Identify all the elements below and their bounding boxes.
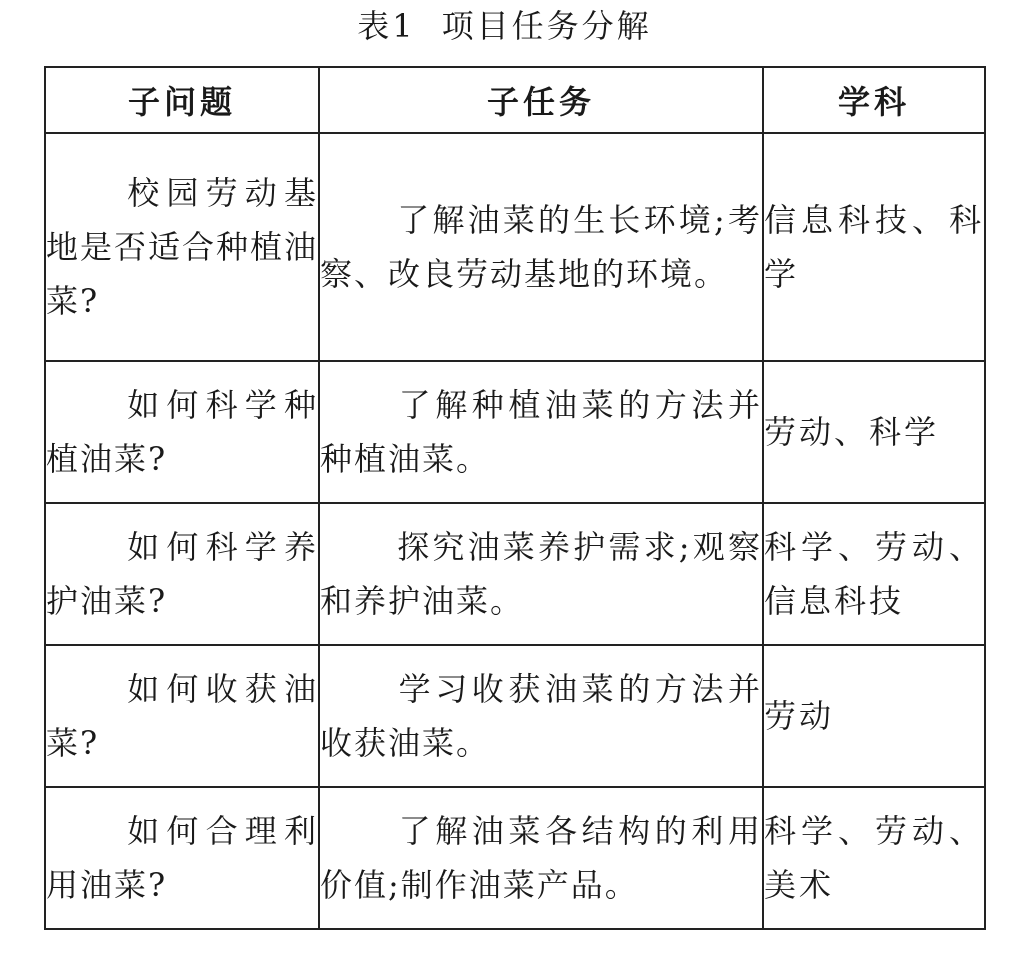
subject-cell: 劳动、科学 xyxy=(763,361,985,503)
subquestion-text: 如何合理利用油菜? xyxy=(46,812,318,904)
subtask-text: 学习收获油菜的方法并收获油菜。 xyxy=(320,670,762,762)
table-row xyxy=(45,133,985,361)
subject-cell: 劳动 xyxy=(763,645,985,787)
subtask-text: 了解油菜各结构的利用价值;制作油菜产品。 xyxy=(320,812,762,904)
subquestion-cell xyxy=(45,787,319,929)
table-row xyxy=(45,787,985,929)
subquestion-cell xyxy=(45,133,319,361)
subject-cell: 科学、劳动、信息科技 xyxy=(763,503,985,645)
subtask-cell xyxy=(319,645,763,787)
subtask-text: 了解种植油菜的方法并种植油菜。 xyxy=(320,386,762,478)
table-number: 表1 xyxy=(357,7,416,45)
subtask-cell xyxy=(319,787,763,929)
header-subquestion: 子问题 xyxy=(45,67,319,133)
task-table xyxy=(44,66,986,930)
subject-cell: 科学、劳动、美术 xyxy=(763,787,985,929)
subquestion-text: 如何科学种植油菜? xyxy=(46,386,318,478)
header-row xyxy=(45,67,985,133)
subquestion-cell xyxy=(45,645,319,787)
subquestion-text: 如何科学养护油菜? xyxy=(46,528,318,620)
subquestion-cell xyxy=(45,361,319,503)
subtask-cell xyxy=(319,503,763,645)
table-row xyxy=(45,645,985,787)
table-caption xyxy=(0,4,1009,48)
table-title: 项目任务分解 xyxy=(441,7,652,45)
table-row xyxy=(45,361,985,503)
subquestion-cell xyxy=(45,503,319,645)
subquestion-text: 如何收获油菜? xyxy=(46,670,318,762)
header-subtask: 子任务 xyxy=(319,67,763,133)
subquestion-text: 校园劳动基地是否适合种植油菜? xyxy=(46,174,319,320)
subject-cell: 信息科技、科学 xyxy=(763,133,985,361)
subtask-cell xyxy=(319,133,763,361)
subtask-cell xyxy=(319,361,763,503)
subtask-text: 探究油菜养护需求;观察和养护油菜。 xyxy=(320,528,762,620)
subtask-text: 了解油菜的生长环境;考察、改良劳动基地的环境。 xyxy=(320,201,762,293)
table-row xyxy=(45,503,985,645)
header-subject: 学科 xyxy=(763,67,985,133)
